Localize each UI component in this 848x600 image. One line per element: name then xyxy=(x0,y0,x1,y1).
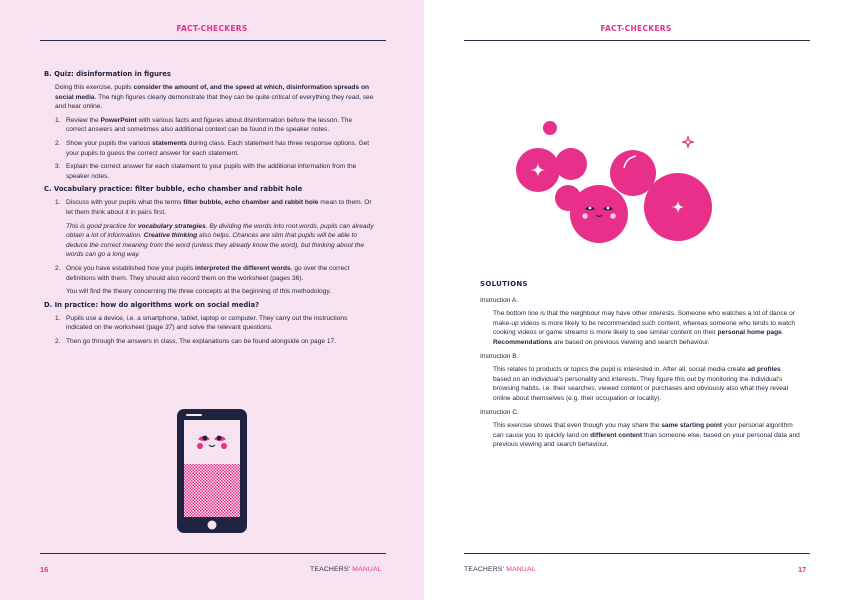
list-item: 2. Show your pupils the various statements during class. Each statement has three response options. Get your pupils to guess the correct answer for each statement. xyxy=(55,139,370,157)
right-page xyxy=(424,0,848,600)
page-number: 17 xyxy=(798,565,807,574)
running-head: FACT-CHECKERS xyxy=(600,24,672,33)
header-rule xyxy=(40,40,386,41)
list-item: 1. Pupils use a device, i.e. a smartphone, tablet, laptop or computer. They carry out the instructions indicated on the worksheet (page 37) and solve the relevant questions. xyxy=(55,314,348,332)
instruction-b-text: This relates to products or topics the pupil is interested in. After all, social media create ad profiles based on an individual's personality and interests. They figure this out by monitoring the individual's browsing habits, i.e. their searches, viewed content or purchases and obviously also what they reveal online about themselves (e.g. their occupation or locality). xyxy=(493,366,789,402)
list-item: 1. Discuss with your pupils what the terms filter bubble, echo chamber and rabbit hole mean to them. Or let them think about it in pairs first. This is good practice for vocabulary strategies. By dividing the words into root words, pupils can already obtain a lot of information. Creative thinking also helps. Chances are slim that pupils will be able to deduce the correct meaning from the word (unless they already know the word), but thinking about the words can go a long way. xyxy=(55,199,374,259)
list-item: 2. Once you have established how your pupils interpreted the different words, go over the correct definitions with them. They should also record them on the worksheet (pages 36). You will find the theory concerning the three concepts at the beginning of this methodology. xyxy=(55,264,350,296)
section-c-title: C. Vocabulary practice: filter bubble, echo chamber and rabbit hole xyxy=(44,185,303,194)
footer-brand: TEACHERS' MANUAL xyxy=(310,566,382,573)
section-b-title: B. Quiz: disinformation in figures xyxy=(44,70,171,78)
list-item: 3. Explain the correct answer for each statement to your pupils with the additional information from the speaker notes. xyxy=(55,163,357,180)
left-content xyxy=(44,70,374,350)
section-b-list xyxy=(44,116,374,182)
solutions-title: SOLUTIONS xyxy=(480,280,528,288)
instruction-b-label: Instruction B. xyxy=(480,352,519,360)
list-item: 1. Review the PowerPoint with various facts and figures about disinformation before the lesson. The correct answers and sometimes also additional context can be found in the speaker notes. xyxy=(55,116,353,134)
header-rule xyxy=(464,40,810,41)
page-number: 16 xyxy=(40,565,49,574)
section-d-title: D. In practice: how do algorithms work on social media? xyxy=(44,300,260,309)
instruction-a-label: Instruction A. xyxy=(480,296,519,304)
footer-brand: TEACHERS' MANUAL xyxy=(464,566,536,573)
solutions-section xyxy=(480,280,800,454)
instruction-a-text: The bottom line is that the neighbour may have other interests. Someone who watches a lot of dance or make-up videos is more likely to be recommended such content, whereas someone who tends to watch cooking videos or game streams is more likely to see similar content on their personal home page. Recommendations are based on previous viewing and search behaviour. xyxy=(493,310,796,346)
smartphone-illustration xyxy=(176,408,248,534)
running-head: FACT-CHECKERS xyxy=(176,24,248,33)
section-c-list xyxy=(44,198,374,296)
instruction-c-text: This exercise shows that even though you may share the same starting point your personal algorithm can cause you to quickly land on different content than someone else, based on your personal data and previous viewing and search behaviour. xyxy=(493,422,800,449)
footer-rule xyxy=(464,553,810,554)
section-d-list xyxy=(44,314,374,347)
instruction-c-label: Instruction C. xyxy=(480,408,519,416)
list-item: 2. Then go through the answers in class. The explanations can be found alongside on page 17. xyxy=(55,337,337,345)
footer-rule xyxy=(40,553,386,554)
bubbles-illustration xyxy=(508,110,728,260)
section-b-intro: Doing this exercise, pupils consider the amount of, and the speed at which, disinformation spreads on social media. The high figures clearly demonstrate that they can be quite critical of everything they read, see and hear online. xyxy=(55,84,374,111)
